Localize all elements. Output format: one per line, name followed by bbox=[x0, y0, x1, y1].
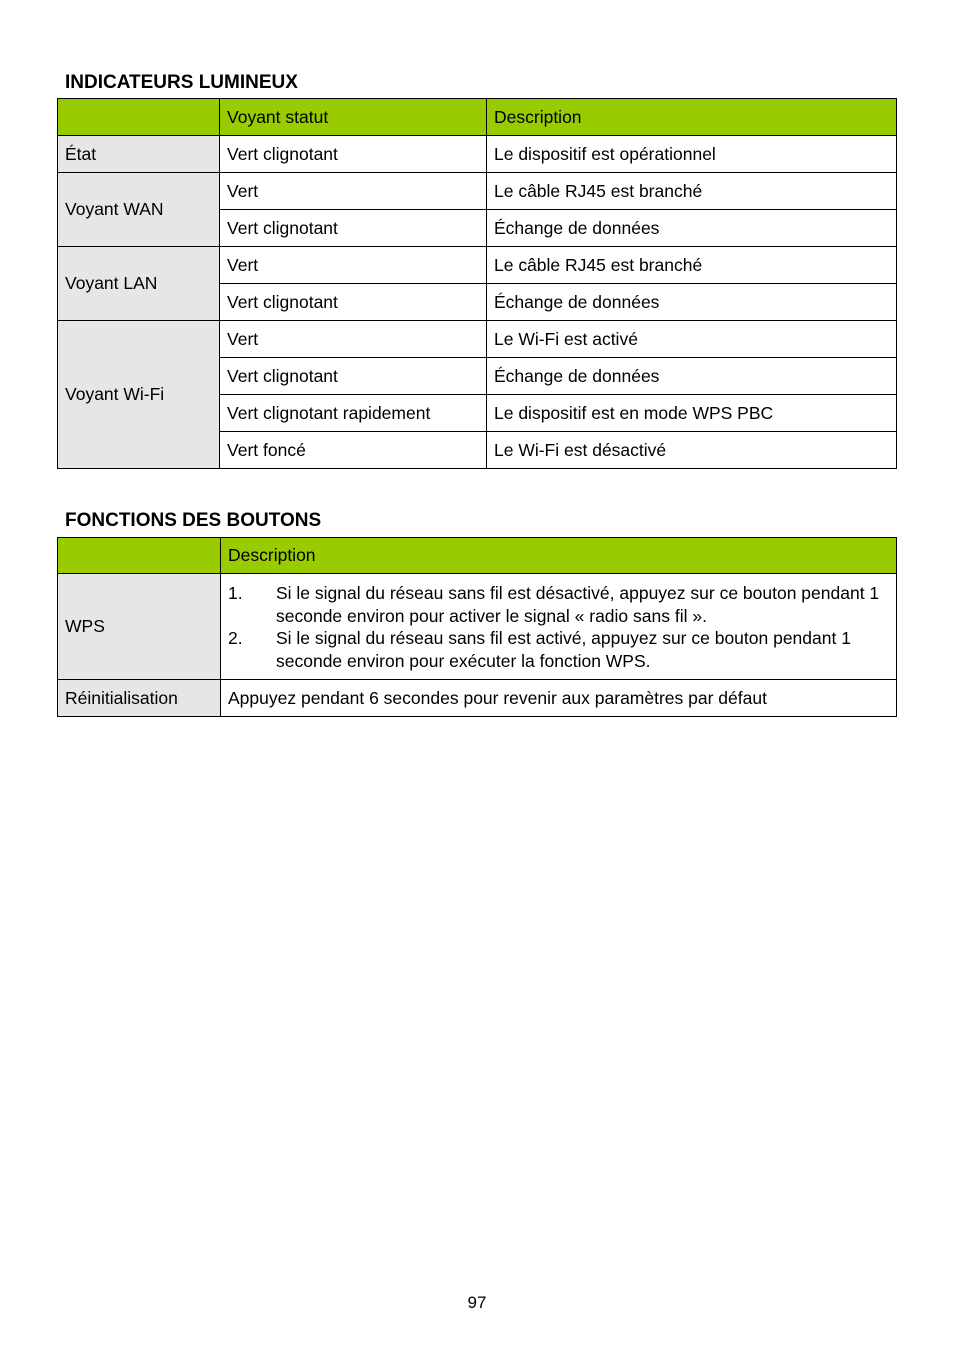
section-title-buttons: FONCTIONS DES BOUTONS bbox=[65, 510, 322, 531]
status-cell: Vert bbox=[220, 173, 487, 210]
led-table bbox=[57, 98, 897, 469]
header-cell-empty bbox=[58, 99, 220, 136]
header-cell-empty bbox=[58, 538, 221, 574]
row-label-lan: Voyant LAN bbox=[58, 247, 220, 321]
table-row bbox=[58, 136, 897, 173]
list-item bbox=[228, 582, 889, 627]
list-text: Si le signal du réseau sans fil est désactivé, appuyez sur ce bouton pendant 1 seconde environ pour activer le signal « radio sans fil ». bbox=[276, 583, 880, 626]
row-label-etat: État bbox=[58, 136, 220, 173]
status-cell: Vert clignotant bbox=[220, 284, 487, 321]
status-cell: Vert clignotant rapidement bbox=[220, 395, 487, 432]
list-text: Si le signal du réseau sans fil est activé, appuyez sur ce bouton pendant 1 seconde environ pour exécuter la fonction WPS. bbox=[276, 628, 851, 671]
description-cell: Le dispositif est opérationnel bbox=[487, 136, 897, 173]
page-number: 97 bbox=[467, 1293, 487, 1312]
list-number: 1. bbox=[228, 583, 243, 603]
row-label-reset: Réinitialisation bbox=[58, 680, 221, 717]
table-row bbox=[58, 680, 897, 717]
list-number: 2. bbox=[228, 628, 243, 648]
table-header-row bbox=[58, 538, 897, 574]
table-row bbox=[58, 247, 897, 284]
description-cell: Échange de données bbox=[487, 210, 897, 247]
status-cell: Vert bbox=[220, 247, 487, 284]
wps-description-cell bbox=[221, 574, 897, 680]
table-row bbox=[58, 321, 897, 358]
header-cell-description: Description bbox=[487, 99, 897, 136]
description-cell: Le Wi-Fi est activé bbox=[487, 321, 897, 358]
status-cell: Vert foncé bbox=[220, 432, 487, 469]
header-cell-status: Voyant statut bbox=[220, 99, 487, 136]
description-cell: Le Wi-Fi est désactivé bbox=[487, 432, 897, 469]
header-cell-description: Description bbox=[221, 538, 897, 574]
row-label-wan: Voyant WAN bbox=[58, 173, 220, 247]
status-cell: Vert clignotant bbox=[220, 136, 487, 173]
status-cell: Vert clignotant bbox=[220, 358, 487, 395]
description-cell: Le câble RJ45 est branché bbox=[487, 173, 897, 210]
reset-description-cell: Appuyez pendant 6 secondes pour revenir aux paramètres par défaut bbox=[221, 680, 897, 717]
list-item bbox=[228, 627, 889, 672]
description-cell: Le câble RJ45 est branché bbox=[487, 247, 897, 284]
table-header-row bbox=[58, 99, 897, 136]
status-cell: Vert bbox=[220, 321, 487, 358]
table-row bbox=[58, 173, 897, 210]
row-label-wifi: Voyant Wi-Fi bbox=[58, 321, 220, 469]
section-title-led: INDICATEURS LUMINEUX bbox=[65, 72, 298, 93]
status-cell: Vert clignotant bbox=[220, 210, 487, 247]
row-label-wps: WPS bbox=[58, 574, 221, 680]
description-cell: Le dispositif est en mode WPS PBC bbox=[487, 395, 897, 432]
buttons-table bbox=[57, 537, 897, 717]
table-row bbox=[58, 574, 897, 680]
description-cell: Échange de données bbox=[487, 284, 897, 321]
description-cell: Échange de données bbox=[487, 358, 897, 395]
